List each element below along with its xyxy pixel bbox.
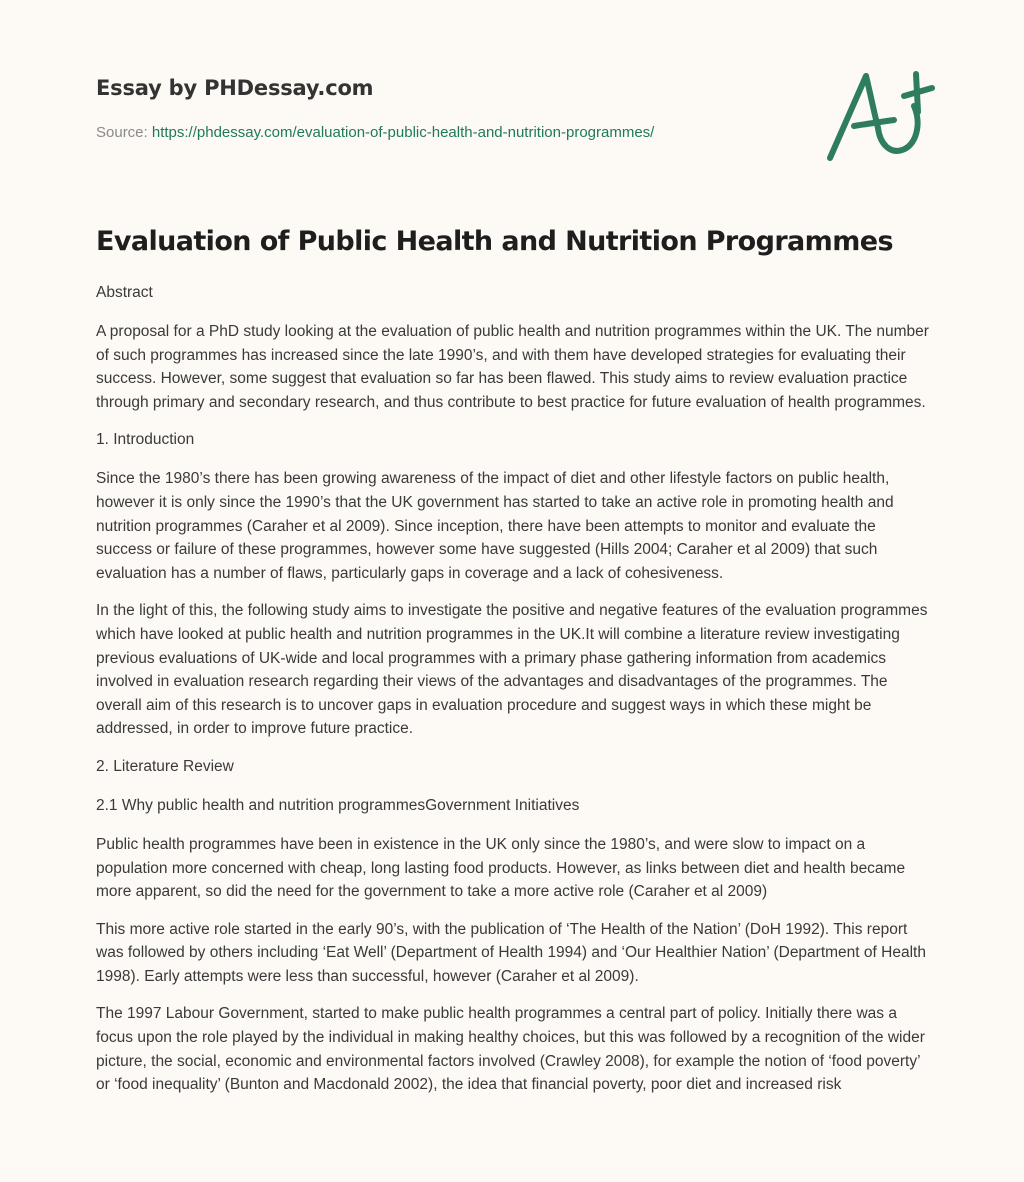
subsection-heading-2-1: 2.1 Why public health and nutrition programmesGovernment Initiatives: [96, 796, 580, 814]
page-header: [96, 76, 796, 141]
section-heading-literature-review: 2. Literature Review: [96, 757, 234, 775]
a-plus-grade-icon: [818, 62, 936, 172]
source-label: Source:: [96, 124, 148, 141]
paragraph: Since the 1980’s there has been growing awareness of the impact of diet and other lifestyle factors on public health, however it is only since the 1990’s that the UK government has started to take an active role in promoting health and nutrition programmes (Caraher et al 2009). Since inception, there have been attempts to monitor and evaluate the success or failure of these programmes, however some have suggested (Hills 2004; Caraher et al 2009) that such evaluation has a number of flaws, particularly gaps in coverage and a lack of cohesiveness.: [96, 470, 894, 582]
paragraph: This more active role started in the early 90’s, with the publication of ‘The Health of the Nation’ (DoH 1992). This report was followed by others including ‘Eat Well’ (Department of Health 1994) and ‘Our Healthier Nation’ (Department of Health 1998). Early attempts were less than successful, however (Caraher et al 2009).: [96, 920, 926, 985]
document-title: Evaluation of Public Health and Nutrition Programmes: [96, 226, 893, 257]
essay-content: [96, 226, 936, 1111]
source-link[interactable]: https://phdessay.com/evaluation-of-public-health-and-nutrition-programmes/: [151, 124, 655, 141]
paragraph: The 1997 Labour Government, started to make public health programmes a central part of policy. Initially there was a focus upon the role played by the individual in making healthy choices, but this was followed by a recognition of the wider picture, the social, economic and environmental factors involved (Crawley 2008), for example the notion of ‘food poverty’ or ‘food inequality’ (Bunton and Macdonald 2002), the idea that financial poverty, poor diet and increased risk: [96, 1005, 925, 1094]
paragraph: A proposal for a PhD study looking at the evaluation of public health and nutrition programmes within the UK. The number of such programmes has increased since the late 1990’s, and with them have developed strategies for evaluating their success. However, some suggest that evaluation so far has been flawed. This study aims to review evaluation practice through primary and secondary research, and thus contribute to best practice for future evaluation of health programmes.: [96, 323, 929, 411]
paragraph: Public health programmes have been in existence in the UK only since the 1980’s, and were slow to impact on a population more concerned with cheap, long lasting food products. However, as links between diet and health became more apparent, so did the need for the government to take a more active role (Caraher et al 2009): [96, 835, 906, 901]
section-heading-abstract: Abstract: [96, 284, 153, 301]
source-line: [96, 124, 796, 141]
section-heading-introduction: 1. Introduction: [96, 431, 195, 449]
site-title: Essay by PHDessay.com: [96, 76, 374, 100]
paragraph: In the light of this, the following study aims to investigate the positive and negative features of the evaluation programmes which have looked at public health and nutrition programmes in the UK.It will combine a literature review investigating previous evaluations of UK-wide and local programmes with a primary phase gathering information from academics involved in evaluation research regarding their views of the advantages and disadvantages of the programmes. The overall aim of this research is to uncover gaps in evaluation procedure and suggest ways in which these might be addressed, in order to improve future practice.: [96, 602, 928, 738]
